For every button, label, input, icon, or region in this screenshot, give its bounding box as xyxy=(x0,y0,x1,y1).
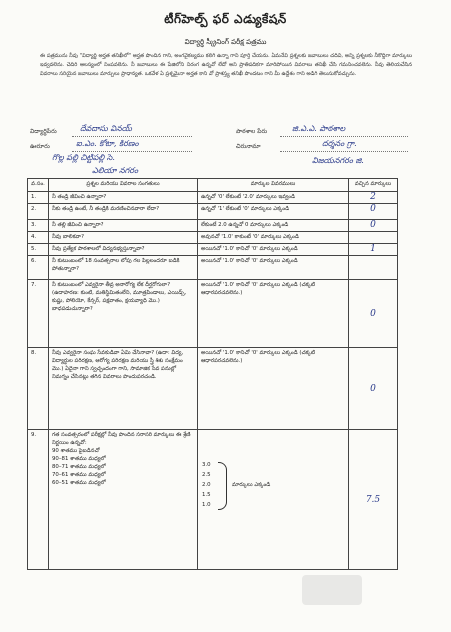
scale-value: 1.0 xyxy=(202,502,211,508)
table-row xyxy=(28,256,398,280)
header-serial: వ.సం. xyxy=(28,179,49,192)
row-question: నీవు ప్రత్యేక పాఠశాలలో విద్యనభ్యస్తున్నావా? xyxy=(49,244,198,256)
curly-brace xyxy=(218,462,227,510)
table-row xyxy=(28,232,398,244)
row-number: 9. xyxy=(28,430,49,570)
header-marks-rule: మార్కుల వివరములు xyxy=(198,179,349,192)
village-value-line3: ఎలియా నగరం xyxy=(92,166,139,175)
row-score: 1 xyxy=(349,244,398,256)
range-item: 80–71 శాతము మధ్యలో xyxy=(52,464,106,470)
percentage-range-list xyxy=(52,447,194,487)
row-marks-rule: లేకుంటే 2.0 ఉన్నచో 0 మార్కులు ఎక్కండి xyxy=(198,220,349,232)
row-question: నీ కుటుంబంలో 18 సంవత్సరాల లోపు గల పిల్లలందరూ బడికి పోతున్నారా? xyxy=(49,256,198,280)
table-header-row xyxy=(28,179,398,192)
range-item: 60–51 శాతము మధ్యలో xyxy=(52,480,106,486)
row-marks-rule: అయినచో '1.0' కానిచో '0' మార్కులు ఎక్కండి xyxy=(198,256,349,280)
student-name-label: విద్యార్థిపేరు xyxy=(30,128,57,135)
row-score: 2 xyxy=(349,192,398,204)
school-value: జి.ఎ.ఎ. పాఠశాల xyxy=(292,124,346,133)
row-marks-rule: ఉన్నచో '0' లేకుంటే '2.0' మార్కులు ఇవ్వండి xyxy=(198,192,349,204)
faded-stamp xyxy=(302,575,362,605)
scale-value: 1.5 xyxy=(202,492,211,498)
page-title: టీగ్‌హెల్ప్ ఫర్ ఎడ్యుకేషన్ xyxy=(164,12,287,26)
row-question: నీ కుటుంబంలో ఎవ్వరైనా తీవ్ర అనారోగ్య లేక దీర్ఘరోగులా? (ఉదాహరణ: కుంటి, మతిస్థిమితంలేని, మూత్రపిండాలు, ఎయిడ్స్, కుష్టు, పోలియో, కేన్సర్, పక్షవాతం, క్షయవ్యాధి మొ.) బాధపడుచున్నారా? xyxy=(49,280,198,348)
row-marks-rule: అయినచో '1.0' కానిచో '0' మార్కులు ఎక్కండి xyxy=(198,244,349,256)
village-value-line2: గొల్ల పల్లి చిట్టిపల్లి సె. xyxy=(52,153,115,162)
row-number: 6. xyxy=(28,256,49,280)
row-marks-rule: అయినచో '1.0' కానిచో '0' మార్కులు ఎక్కండి (చక్కటి ఆధారపరచవలెను.) xyxy=(198,280,349,348)
header-score: వచ్చిన మార్కులు xyxy=(349,179,398,192)
row-marks-rule: మార్కులు ఎక్కండి xyxy=(232,482,271,488)
table-row xyxy=(28,244,398,256)
scale-value: 2.5 xyxy=(202,472,211,478)
row-marks-rule: అయినచో '1.0' కానిచో '0' మార్కులు ఎక్కండి (చక్కటి ఆధారపరచవలెను.) xyxy=(198,348,349,430)
range-item: 90 శాతము పైబడినచో xyxy=(52,448,100,454)
table-row xyxy=(28,220,398,232)
address-label: చిరునామా xyxy=(236,143,261,150)
scale-value: 3.0 xyxy=(202,462,211,468)
row-marks-rule: ఉన్నచో '1' లేకుంటే '0' మార్కులు ఎక్కండి xyxy=(198,204,349,220)
address-line xyxy=(280,151,408,152)
row-score: 0 xyxy=(349,348,398,430)
screening-table xyxy=(27,178,398,570)
row-question: నీవు బాలికవా? xyxy=(49,232,198,244)
page-subtitle: విద్యార్థి స్క్రీనింగ్ పరీక్ష పత్రము xyxy=(184,38,267,46)
village-line xyxy=(72,151,192,152)
row-score: 0 xyxy=(349,280,398,348)
student-name-line xyxy=(72,136,192,137)
marks-scale xyxy=(202,460,211,510)
row-number: 1. xyxy=(28,192,49,204)
row-score xyxy=(349,256,398,280)
row-question: నీకు తండ్రి ఉంటే, నీ తండ్రికి మరణించినవారా లేదా? xyxy=(49,204,198,220)
village-label: ఊరూరు xyxy=(30,143,50,150)
table-row xyxy=(28,204,398,220)
row-number: 8. xyxy=(28,348,49,430)
table-row xyxy=(28,280,398,348)
scale-value: 2.0 xyxy=(202,482,211,488)
range-item: 70–61 శాతము మధ్యలో xyxy=(52,472,106,478)
row-score: 7.5 xyxy=(349,430,398,570)
student-name-value: దేవదాసు వినయ్ xyxy=(80,124,132,133)
village-value: ఐ.ఎం. కోటా, కిరణం xyxy=(76,139,139,148)
row-score: 0 xyxy=(349,220,398,232)
row-score xyxy=(349,232,398,244)
school-line xyxy=(280,136,408,137)
row-question: నీ తండ్రి జీవించి ఉన్నారా? xyxy=(49,192,198,204)
address-value: దర్శనం గ్రా. xyxy=(322,139,357,148)
school-label: పాఠశాల పేరు xyxy=(236,128,268,135)
row-number: 2. xyxy=(28,204,49,220)
row-number: 7. xyxy=(28,280,49,348)
table-row xyxy=(28,192,398,204)
row-question-ranges xyxy=(49,430,198,570)
table-row xyxy=(28,348,398,430)
row-number: 4. xyxy=(28,232,49,244)
address-value-line2: విజయనగరం జి. xyxy=(312,156,364,165)
row-marks-rule: అవునచో '1.0' కాకుంటే '0' మార్కులు ఎక్కండి xyxy=(198,232,349,244)
row-question: నీ తల్లి జీవించి ఉన్నారా? xyxy=(49,220,198,232)
row-question: నీవు ఎవ్వరైనా సంఘ సేవకుడివా ఏమి చేసినావా? (ఉదా: విద్య, విద్యార్థుల పరిరక్షణ, ఆరోగ్య పరిరక్షణ మరియు స్త్రీ శిశు సంక్షేమం మొ.) ఏదైనా గాని స్వచ్ఛందంగా గాని, సామాజిక సేవ పనుల్లో నిమగ్నం చేసినట్లు తగిన వివరాలు పొందుపరచండి. xyxy=(49,348,198,430)
instructions-paragraph: ఈ పత్రమును నీవు "విద్యార్థి అర్హత తనిఖీలో" అర్హత పొందిన గాని, అంగవైకల్యము కలిగి ఉన్నా గాని పూర్తి చేయను. ఏమనేవి ప్రశ్నలకు జవాబులు చదివి, అన్ని ప్రశ్నలకు నీకొద్దిగా మార్కులు ఇవ్వవలెను. చెదిరి ఆలస్యంలో నింపవలెను. నీ జవాబులు ఈ పేజిలోని నిరంగ ఉన్నవో లేదో అని ప్రాతిపదికగా మారిపోయిన వివరాలు తనిఖీ చేసి గమనించవలెను. నీవు తెలియచేసిన వివరాలు సరియైన జవాబులు మార్పులు ప్రాధాన్యత. ఒకవేళ ఏ ప్రశ్నమైనా అర్హత కాని వో ప్రాశస్త్య తనిఖీ పొందటం గాని మీ ఉద్దేశం గాని అడిగి తెలుసుకోవచ్చును. xyxy=(40,53,412,78)
row-number: 5. xyxy=(28,244,49,256)
row-number: 3. xyxy=(28,220,49,232)
header-question: ప్రశ్నల మరియు వివరాల సంగతులు xyxy=(49,179,198,192)
row-marks-scale xyxy=(198,430,349,570)
range-item: 90–81 శాతము మధ్యలో xyxy=(52,456,106,462)
row-question: గత సంవత్సరంలో పరీక్షల్లో నీవు పొందిన సరాసరి మార్కులు ఈ శ్రేణి నిర్ణయిం ఉన్నవో: xyxy=(52,432,191,446)
row-score: 0 xyxy=(349,204,398,220)
table-row xyxy=(28,430,398,570)
